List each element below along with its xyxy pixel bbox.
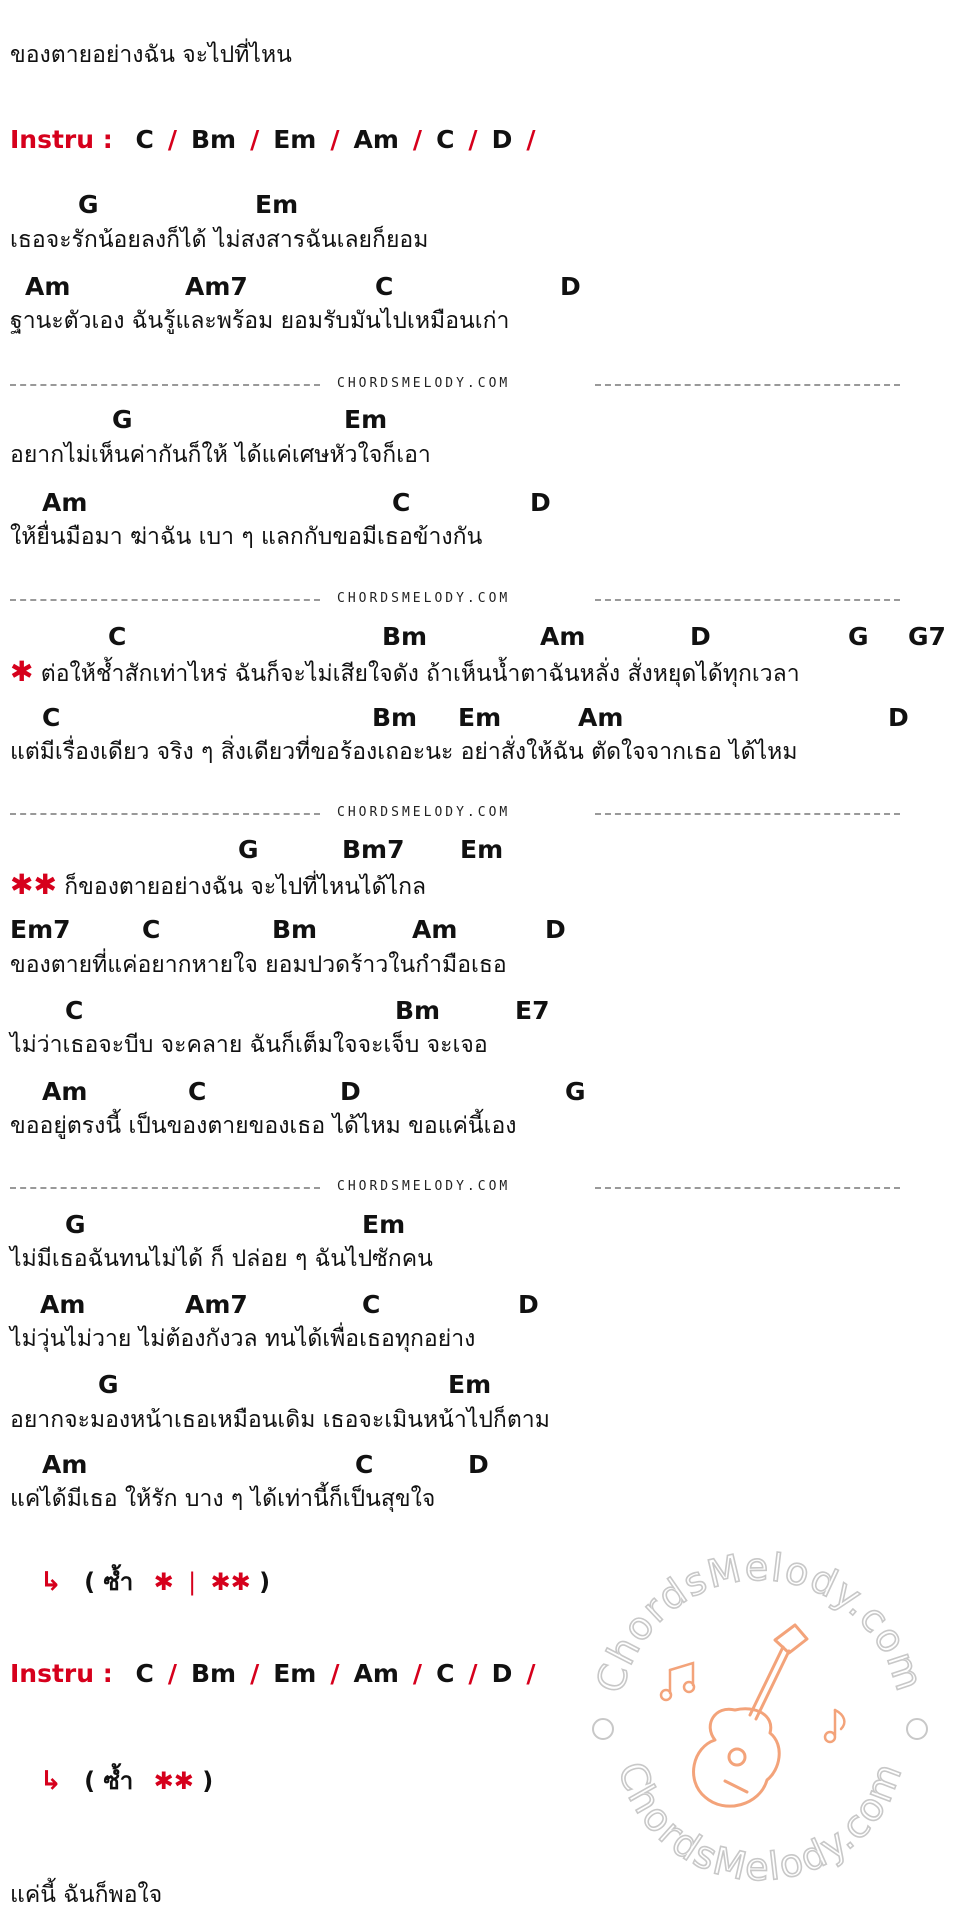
chord: Em <box>458 703 502 732</box>
chord: Em <box>255 190 299 219</box>
instru-chord: D <box>491 1659 513 1688</box>
chorus-marker: ✱ <box>10 655 34 688</box>
chord: C <box>42 703 61 732</box>
separator <box>10 590 900 610</box>
instru-chord: Em <box>273 1659 317 1688</box>
star-marker: ✱ <box>153 1568 174 1596</box>
chord: G <box>78 190 99 219</box>
chord: Am <box>25 272 71 301</box>
chord: C <box>188 1077 207 1106</box>
chord: G <box>238 835 259 864</box>
chord: D <box>888 703 909 732</box>
chord: Bm <box>395 996 441 1025</box>
chord: C <box>375 272 394 301</box>
lyric-line: เธอจะรักน้อยลงก็ได้ ไม่สงสารฉันเลยก็ยอม <box>10 227 429 253</box>
lyric-line: ต่อให้ช้ำสักเท่าไหร่ ฉันก็จะไม่เสียใจดัง ถ้าเห็นน้ำตาฉันหลั่ง สั่งหยุดได้ทุกเวลา <box>40 661 800 687</box>
lyric-line: ขออยู่ตรงนี้ เป็นของตายของเธอ ได้ไหม ขอแค่นี้เอง <box>10 1113 517 1139</box>
chord: Bm <box>272 915 318 944</box>
instru-chord: D <box>491 125 513 154</box>
chord: D <box>468 1450 489 1479</box>
watermark-dot-left <box>593 1719 613 1739</box>
lyric-line: ไม่วุ่นไม่วาย ไม่ต้องกังวล ทนได้เพื่อเธอทุกอย่าง <box>10 1326 476 1352</box>
chorus-2-line-1 <box>10 870 426 902</box>
guitar-icon <box>694 1625 807 1806</box>
chord: Am <box>42 1077 88 1106</box>
lyric-line: ของตายที่แค่อยากหายใจ ยอมปวดร้าวในกำมือเธอ <box>10 952 507 978</box>
chord: Am <box>578 703 624 732</box>
chord: G <box>65 1210 86 1239</box>
chord: Am <box>540 622 586 651</box>
instru-chord: C <box>135 125 154 154</box>
lyric-line: ก็ของตายอย่างฉัน จะไปที่ไหนได้ไกล <box>64 874 427 900</box>
chord: Em <box>344 405 388 434</box>
lyric-line: แค่ได้มีเธอ ให้รัก บาง ๆ ได้เท่านี้ก็เป็นสุขใจ <box>10 1486 436 1512</box>
chord: C <box>355 1450 374 1479</box>
separator-text: CHORDSMELODY.COM <box>337 591 511 606</box>
repeat-instruction-2: ↳ ( ซ้ำ ✱✱ ) <box>40 1766 214 1796</box>
instru-label: Instru : <box>10 1659 113 1688</box>
lyric-line: ฐานะตัวเอง ฉันรู้และพร้อม ยอมรับมันไปเหมือนเก่า <box>10 308 510 334</box>
chord: G <box>98 1370 119 1399</box>
chord: Am7 <box>185 272 248 301</box>
lyric-line: แต่มีเรื่องเดียว จริง ๆ สิ่งเดียวที่ขอร้องเถอะนะ อย่าสั่งให้ฉัน ตัดใจจากเธอ ได้ไหม <box>10 739 798 765</box>
chord: Em <box>460 835 504 864</box>
instru-chord: Am <box>353 1659 399 1688</box>
lyric-line: อยากจะมองหน้าเธอเหมือนเดิม เธอจะเมินหน้าไปก็ตาม <box>10 1407 550 1433</box>
chord: Am <box>40 1290 86 1319</box>
intro-lyric: ของตายอย่างฉัน จะไปที่ไหน <box>10 42 292 68</box>
chord: G <box>112 405 133 434</box>
separator <box>10 804 900 824</box>
instru-chord: C <box>436 1659 455 1688</box>
chorus-marker: ✱✱ <box>10 868 57 901</box>
chord: Am <box>42 1450 88 1479</box>
chord: D <box>545 915 566 944</box>
chord: G7 <box>908 622 946 651</box>
chord: D <box>530 488 551 517</box>
lyric-line: อยากไม่เห็นค่ากันก็ให้ ได้แค่เศษหัวใจก็เอา <box>10 442 431 468</box>
chord: G <box>565 1077 586 1106</box>
lyric-line: ไม่ว่าเธอจะบีบ จะคลาย ฉันก็เต็มใจจะเจ็บ จะเจอ <box>10 1032 488 1058</box>
chord: D <box>518 1290 539 1319</box>
instru-label: Instru : <box>10 125 113 154</box>
chord: G <box>848 622 869 651</box>
separator-text: CHORDSMELODY.COM <box>337 805 511 820</box>
chord: C <box>362 1290 381 1319</box>
instru-line-1: Instru : C / Bm / Em / Am / C / D / <box>10 125 536 154</box>
separator-text: CHORDSMELODY.COM <box>337 376 511 391</box>
chord: D <box>690 622 711 651</box>
lyric-line: ไม่มีเธอฉันทนไม่ได้ ก็ ปล่อย ๆ ฉันไปซักคน <box>10 1246 433 1272</box>
instru-chord: Am <box>353 125 399 154</box>
instru-chord: Em <box>273 125 317 154</box>
chord: E7 <box>515 996 550 1025</box>
instru-chord: Bm <box>190 125 237 154</box>
chord: Bm <box>382 622 428 651</box>
chord: Bm <box>372 703 418 732</box>
chorus-1-line-1 <box>10 657 800 689</box>
repeat-instruction-1: ↳ ( ซ้ำ ✱ | ✱✱ ) <box>40 1567 271 1597</box>
chordsmelody-watermark-logo <box>575 1535 945 1905</box>
chord: Em <box>448 1370 492 1399</box>
separator <box>10 375 900 395</box>
instru-line-2: Instru : C / Bm / Em / Am / C / D / <box>10 1659 536 1688</box>
music-note-icon <box>661 1663 694 1700</box>
chord: C <box>142 915 161 944</box>
instru-chord: Bm <box>190 1659 237 1688</box>
return-arrow-icon: ↳ <box>40 1766 62 1796</box>
chord: D <box>340 1077 361 1106</box>
chord: Am7 <box>185 1290 248 1319</box>
watermark-bottom-text: ChordsMelody.com <box>609 1755 911 1890</box>
outro-lyric: แค่นี้ ฉันก็พอใจ <box>10 1882 163 1908</box>
chord: C <box>65 996 84 1025</box>
instru-chord: C <box>436 125 455 154</box>
double-star-marker: ✱✱ <box>210 1568 251 1596</box>
chord: C <box>392 488 411 517</box>
watermark-top-text: ChordsMelody.com <box>587 1544 933 1698</box>
music-note-icon <box>825 1710 844 1742</box>
chord: Em <box>362 1210 406 1239</box>
chord: Am <box>42 488 88 517</box>
separator <box>10 1178 900 1198</box>
watermark-dot-right <box>907 1719 927 1739</box>
return-arrow-icon: ↳ <box>40 1567 62 1597</box>
chord: C <box>108 622 127 651</box>
chord: Em7 <box>10 915 71 944</box>
separator-text: CHORDSMELODY.COM <box>337 1179 511 1194</box>
chord: Am <box>412 915 458 944</box>
chord: D <box>560 272 581 301</box>
lyric-line: ให้ยื่นมือมา ฆ่าฉัน เบา ๆ แลกกับขอมีเธอข้างกัน <box>10 524 483 550</box>
double-star-marker: ✱✱ <box>153 1767 194 1795</box>
instru-chord: C <box>135 1659 154 1688</box>
chord: Bm7 <box>342 835 405 864</box>
